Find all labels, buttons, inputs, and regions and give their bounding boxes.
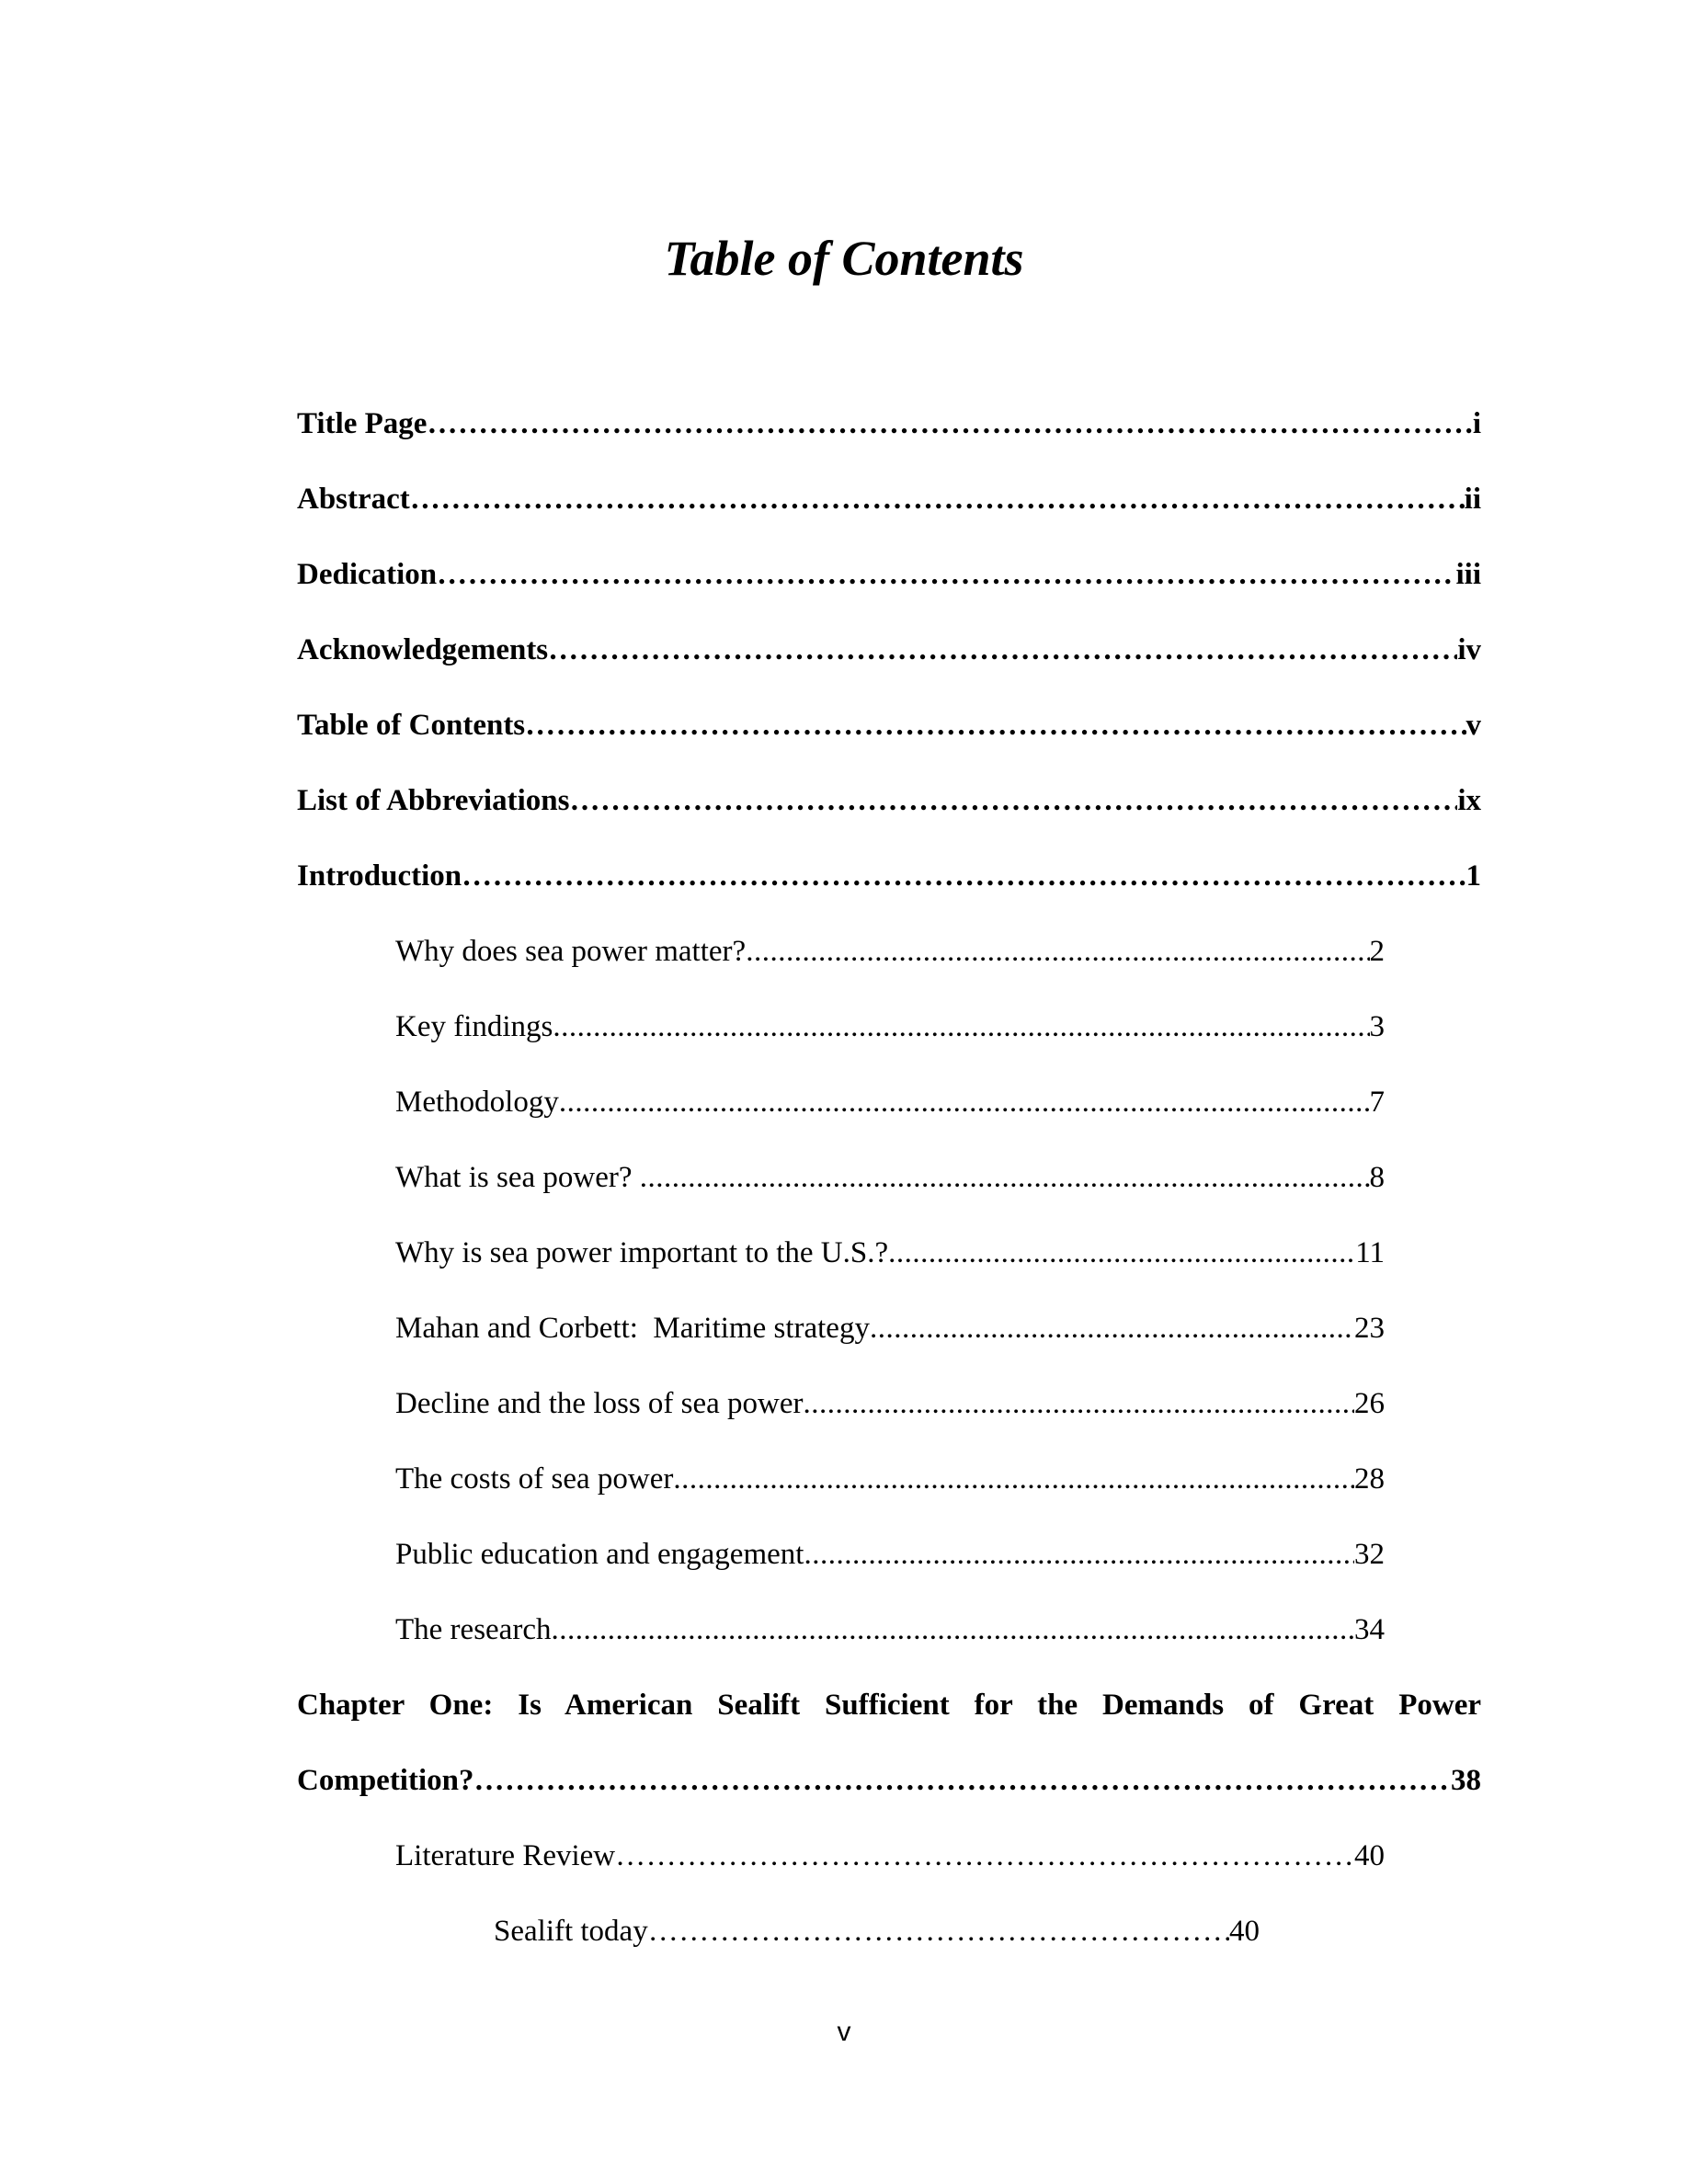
toc-entry-page: 40 — [1229, 1917, 1260, 1947]
dot-leader — [673, 1464, 1354, 1495]
dot-leader — [525, 711, 1466, 741]
toc-entry-page: 40 — [1354, 1841, 1385, 1871]
dot-leader — [462, 861, 1466, 892]
toc-entry-chapter-one[interactable] — [297, 1766, 1481, 1796]
toc-entry-label: Mahan and Corbett: Maritime strategy — [395, 1314, 870, 1344]
toc-entry-label: Key findings — [395, 1012, 553, 1042]
toc-entry-page: 3 — [1369, 1012, 1385, 1042]
toc-entry-page: 34 — [1354, 1615, 1385, 1645]
toc-entry-list-of-abbreviations[interactable] — [297, 786, 1481, 816]
toc-entry-table-of-contents[interactable] — [297, 711, 1481, 741]
toc-entry-label: Introduction — [297, 861, 462, 892]
toc-entry-page: ix — [1457, 786, 1481, 816]
toc-entry-section[interactable] — [395, 937, 1385, 967]
toc-entry-label: Table of Contents — [297, 711, 526, 741]
toc-entry-label: Title Page — [297, 409, 428, 439]
page-title: Table of Contents — [664, 231, 1024, 286]
toc-entry-page: iv — [1457, 635, 1481, 665]
toc-entry-label: Decline and the loss of sea power — [395, 1389, 804, 1419]
toc-entry-label: Literature Review — [395, 1841, 616, 1871]
toc-entry-label: The research — [395, 1615, 552, 1645]
toc-entry-label: Acknowledgements — [297, 635, 549, 665]
toc-entry-page: 26 — [1354, 1389, 1385, 1419]
toc-entry-page: iii — [1455, 560, 1481, 590]
toc-entry-label: What is sea power? — [395, 1163, 640, 1193]
toc-entry-subsection[interactable] — [494, 1917, 1260, 1947]
toc-entry-label: Why is sea power important to the U.S.? — [395, 1238, 889, 1268]
toc-entry-abstract[interactable] — [297, 484, 1481, 515]
toc-entry-page: 8 — [1369, 1163, 1385, 1193]
toc-entry-label: Why does sea power matter? — [395, 937, 747, 967]
toc-entry-section[interactable] — [395, 1464, 1385, 1495]
toc-entry-label: Public education and engagement — [395, 1540, 804, 1570]
toc-entry-page: v — [1466, 711, 1481, 741]
toc-entry-section[interactable] — [395, 1163, 1385, 1193]
toc-entry-page: 32 — [1354, 1540, 1385, 1570]
toc-entry-section[interactable] — [395, 1540, 1385, 1570]
dot-leader — [551, 1615, 1354, 1645]
dot-leader — [804, 1389, 1354, 1419]
dot-leader — [410, 484, 1465, 515]
toc-entry-section[interactable] — [395, 1615, 1385, 1645]
toc-entry-section[interactable] — [395, 1012, 1385, 1042]
toc-entry-section[interactable] — [395, 1238, 1385, 1268]
dot-leader — [615, 1841, 1354, 1871]
toc-entry-chapter-one-line1[interactable]: Chapter One: Is American Sealift Sufficient for the Demands of Great Power — [297, 1689, 1481, 1722]
dot-leader — [553, 1012, 1369, 1042]
toc-entry-dedication[interactable] — [297, 560, 1481, 590]
toc-entry-label: Abstract — [297, 484, 410, 515]
toc-entry-page: 23 — [1354, 1314, 1385, 1344]
dot-leader — [648, 1917, 1229, 1947]
toc-entry-title-page[interactable] — [297, 409, 1481, 439]
toc-entry-introduction[interactable] — [297, 861, 1481, 892]
toc-entry-page: 7 — [1369, 1087, 1385, 1118]
toc-entry-page: i — [1472, 409, 1481, 439]
toc-entry-label: Dedication — [297, 560, 438, 590]
toc-entry-label: The costs of sea power — [395, 1464, 674, 1495]
toc-entry-label: List of Abbreviations — [297, 786, 570, 816]
dot-leader — [427, 409, 1472, 439]
toc-entry-page: 38 — [1451, 1766, 1481, 1796]
dot-leader — [437, 560, 1455, 590]
toc-entry-acknowledgements[interactable] — [297, 635, 1481, 665]
toc-entry-page: 11 — [1355, 1238, 1385, 1268]
toc-entry-page: ii — [1464, 484, 1481, 515]
toc-entry-label: Methodology — [395, 1087, 559, 1118]
toc-entry-section[interactable] — [395, 1314, 1385, 1344]
toc-entry-section[interactable] — [395, 1087, 1385, 1118]
dot-leader — [569, 786, 1457, 816]
dot-leader — [804, 1540, 1354, 1570]
dot-leader — [640, 1163, 1370, 1193]
dot-leader — [548, 635, 1457, 665]
toc-entry-label: Competition? — [297, 1766, 474, 1796]
dot-leader — [888, 1238, 1355, 1268]
dot-leader — [474, 1766, 1452, 1796]
dot-leader — [559, 1087, 1370, 1118]
toc-entry-section[interactable] — [395, 1841, 1385, 1871]
toc-entry-section[interactable] — [395, 1389, 1385, 1419]
toc-entry-page: 28 — [1354, 1464, 1385, 1495]
page-number: v — [837, 2017, 851, 2047]
toc-entry-label: Sealift today — [494, 1917, 648, 1947]
toc-entry-page: 2 — [1369, 937, 1385, 967]
dot-leader — [746, 937, 1369, 967]
dot-leader — [870, 1314, 1354, 1344]
toc-entry-page: 1 — [1466, 861, 1481, 892]
